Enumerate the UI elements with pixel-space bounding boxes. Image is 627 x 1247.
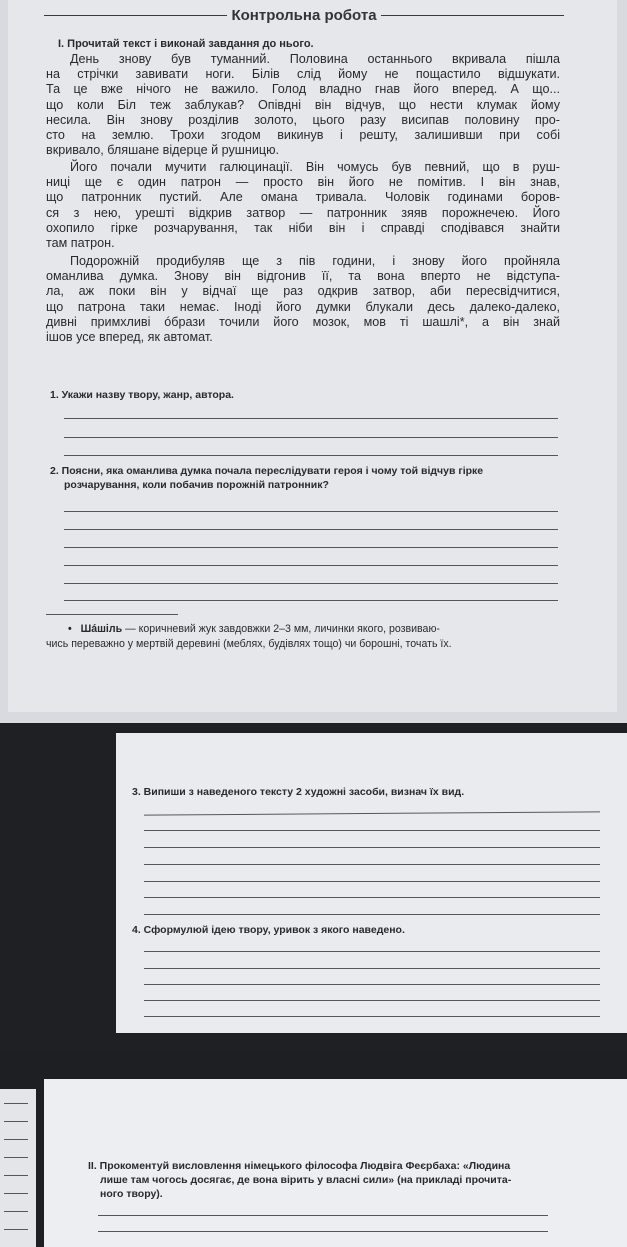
paragraph-line: що патронник пустий. Але омана тривала. Чоловік годинами боров- bbox=[46, 190, 560, 205]
adjacent-page-edge bbox=[0, 1089, 36, 1247]
answer-line[interactable] bbox=[144, 914, 600, 915]
section-2-line: лише там чогось досягає, де вона вірить у власні сили» (на прикладі прочита- bbox=[100, 1174, 512, 1186]
paragraph-line: ла, аж поки він у відчаї ще раз одкрив затвор, аби пересвідчитися, bbox=[46, 284, 560, 299]
answer-line bbox=[4, 1211, 28, 1212]
paragraph-line: там патрон. bbox=[46, 236, 115, 251]
paragraph-line: сто на землю. Трохи згодом викинув і решту, залишивши при собі bbox=[46, 128, 560, 143]
footnote-line bbox=[46, 622, 562, 637]
text-paragraph-1 bbox=[46, 52, 560, 158]
section-2-line: ІІ. Прокоментуй висловлення німецького філософа Людвіга Феєрбаха: «Людина bbox=[88, 1160, 511, 1172]
answer-line[interactable] bbox=[144, 1000, 600, 1001]
question-2-line: розчарування, коли побачив порожній патронник? bbox=[64, 479, 329, 491]
heading-rule-left bbox=[44, 15, 227, 16]
paragraph-line: ішов усе вперед, як автомат. bbox=[46, 330, 213, 345]
paragraph-line: несила. Він знову розділив золото, цього разу висипав половину про- bbox=[46, 112, 560, 127]
answer-line[interactable] bbox=[144, 811, 600, 815]
footnote-bullet: • bbox=[68, 623, 72, 635]
answer-line[interactable] bbox=[64, 565, 558, 566]
question-1: 1. Укажи назву твору, жанр, автора. bbox=[50, 389, 234, 401]
answer-line[interactable] bbox=[64, 511, 558, 512]
answer-line[interactable] bbox=[64, 547, 558, 548]
paragraph-line: ся з нею, урешті відкрив затвор — патронник зяяв порожнечею. Його bbox=[46, 205, 560, 220]
answer-line bbox=[4, 1193, 28, 1194]
answer-line[interactable] bbox=[64, 418, 558, 419]
answer-line bbox=[4, 1139, 28, 1140]
answer-line[interactable] bbox=[64, 455, 558, 456]
paragraph-line: Та це вже нічого не важило. Голод владно гнав його вперед. А що... bbox=[46, 82, 560, 97]
question-2-line: 2. Поясни, яка оманлива думка почала переслідувати героя і чому той відчув гірке bbox=[50, 465, 484, 477]
paragraph-line: дивні примхливі óбрази точили його мозок, мов ті шашлі*, а він знай bbox=[46, 314, 560, 329]
paragraph-line: ниці ще є один патрон — просто він його не помітив. І він знав, bbox=[46, 175, 560, 190]
footnote-line: чись переважно у мертвій деревині (меблях, будівлях тощо) чи борошні, точать їх. bbox=[46, 638, 452, 650]
worksheet-photo-3 bbox=[0, 1053, 627, 1247]
answer-line[interactable] bbox=[64, 437, 558, 438]
answer-line bbox=[4, 1175, 28, 1176]
answer-line[interactable] bbox=[144, 830, 600, 831]
answer-line bbox=[4, 1103, 28, 1104]
footnote-rule bbox=[46, 614, 178, 615]
answer-line[interactable] bbox=[64, 583, 558, 584]
heading-rule-right bbox=[381, 15, 564, 16]
worksheet-page-2 bbox=[116, 733, 627, 1033]
paragraph-line: вкривало, бляшане відерце й рушницю. bbox=[46, 143, 280, 158]
answer-line[interactable] bbox=[144, 897, 600, 898]
answer-line[interactable] bbox=[144, 847, 600, 848]
answer-line[interactable] bbox=[144, 864, 600, 865]
section-2-line: ного твору). bbox=[100, 1188, 163, 1200]
answer-line[interactable] bbox=[144, 984, 600, 985]
answer-line[interactable] bbox=[144, 1016, 600, 1017]
answer-line[interactable] bbox=[64, 529, 558, 530]
question-4: 4. Сформулюй ідею твору, уривок з якого наведено. bbox=[132, 924, 405, 936]
page-title: Контрольна робота bbox=[231, 6, 377, 24]
question-2 bbox=[50, 464, 483, 492]
paragraph-line: Його почали мучити галюцинації. Він чомусь був певний, що в руш- bbox=[70, 160, 560, 174]
paragraph-line: День знову був туманний. Половина останнього вкривала пішла bbox=[70, 52, 560, 66]
paragraph-line: що коли Біл теж заблукав? Опівдні він відчув, що нести клумак йому bbox=[46, 97, 560, 112]
footnote-term: Шáшіль bbox=[80, 623, 123, 635]
worksheet-photo-2 bbox=[0, 723, 627, 1053]
paragraph-line: оманлива думка. Знову він відгонив її, та вона вперто не відступа- bbox=[46, 269, 560, 284]
answer-line bbox=[4, 1157, 28, 1158]
worksheet-page-3 bbox=[44, 1079, 627, 1247]
footnote bbox=[46, 622, 562, 652]
answer-line bbox=[4, 1121, 28, 1122]
answer-line[interactable] bbox=[144, 951, 600, 952]
paragraph-line: на стрічки завивати ноги. Білів слід йому не пощастило відшукати. bbox=[46, 67, 560, 82]
answer-line bbox=[4, 1229, 28, 1230]
footnote-definition: — коричневий жук завдовжки 2–3 мм, личинки якого, розвиваю- bbox=[122, 623, 440, 635]
paragraph-line: що патрона таки немає. Іноді його думки блукали десь далеко-далеко, bbox=[46, 299, 560, 314]
answer-line[interactable] bbox=[144, 968, 600, 969]
answer-line[interactable] bbox=[98, 1231, 548, 1232]
text-paragraph-3 bbox=[46, 254, 560, 345]
page-heading bbox=[44, 4, 564, 26]
worksheet-page-1 bbox=[8, 0, 617, 712]
answer-line[interactable] bbox=[98, 1215, 548, 1216]
question-3: 3. Випиши з наведеного тексту 2 художні засоби, визнач їх вид. bbox=[132, 786, 465, 798]
section-2-task bbox=[88, 1159, 511, 1201]
answer-line[interactable] bbox=[144, 881, 600, 882]
paragraph-line: охопило гірке розчарування, так ніби він і справді сподівався знайти bbox=[46, 220, 560, 235]
section-1-title: І. Прочитай текст і виконай завдання до нього. bbox=[58, 38, 314, 50]
text-paragraph-2 bbox=[46, 160, 560, 251]
answer-line[interactable] bbox=[64, 600, 558, 601]
paragraph-line: Подорожній продибуляв ще з пів години, і знову його пройняла bbox=[70, 254, 560, 268]
